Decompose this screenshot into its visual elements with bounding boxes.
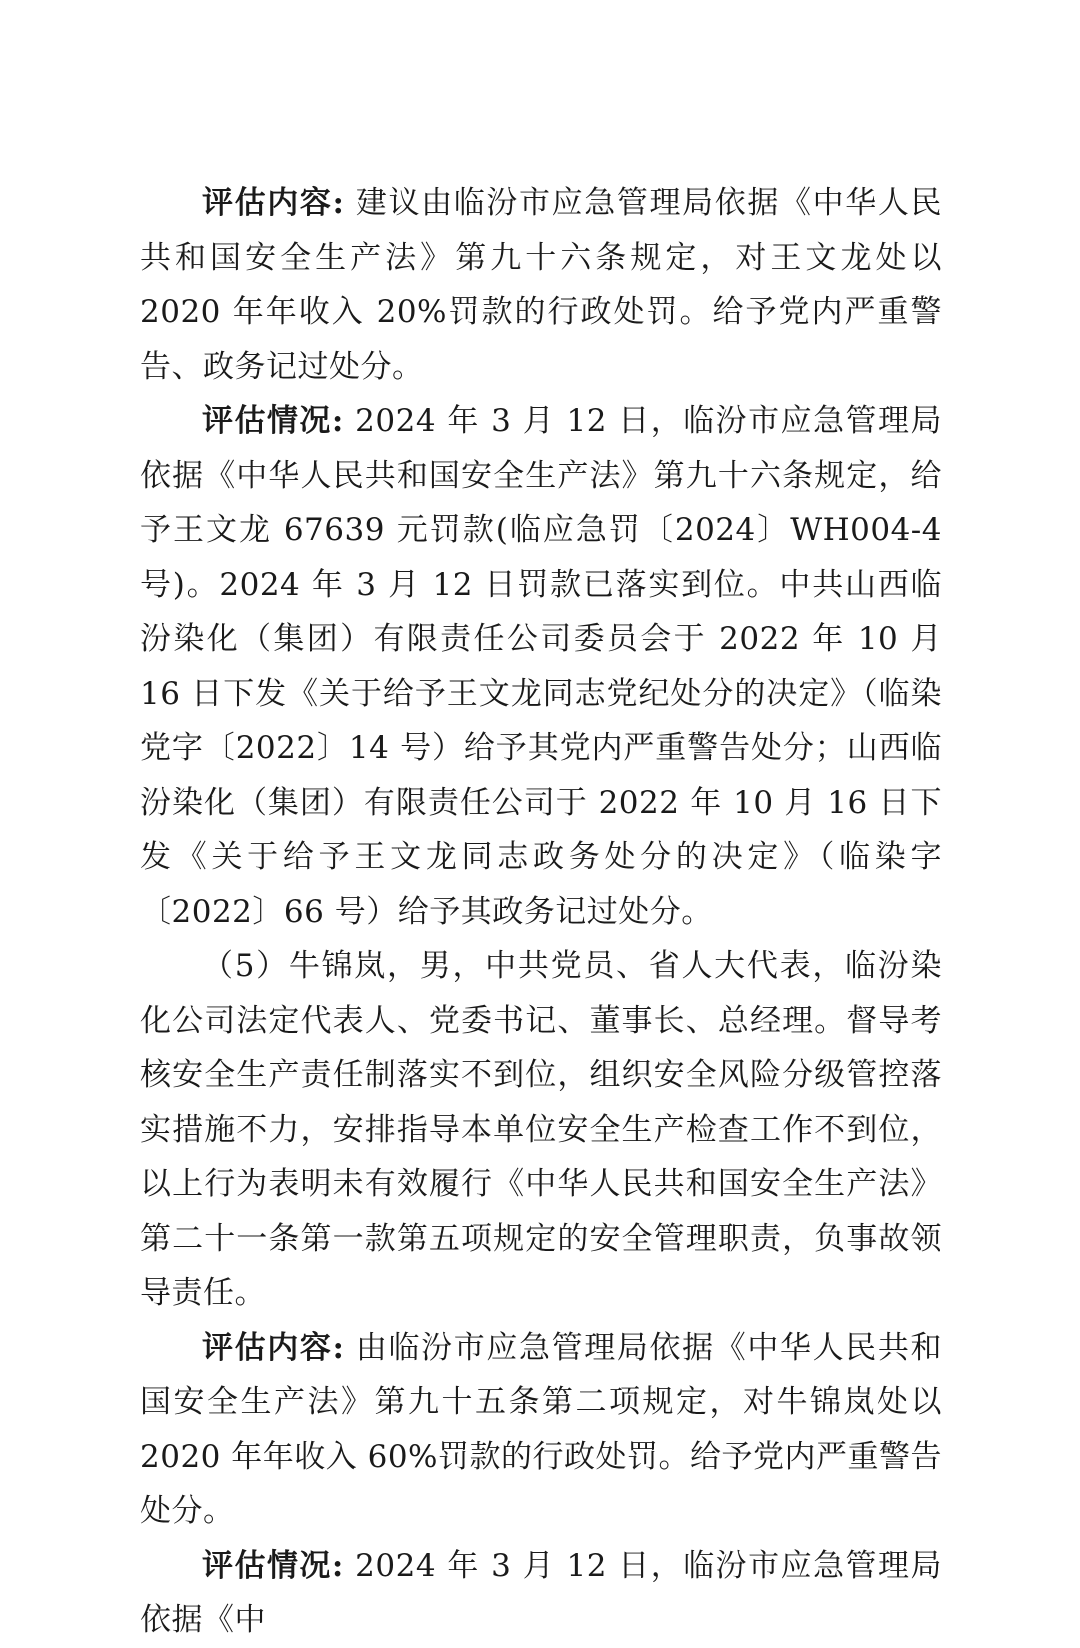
paragraph-label: 评估情况: — [202, 403, 344, 439]
paragraph-label: 评估内容: — [202, 1329, 345, 1366]
paragraph-assessment-status-2 — [140, 1539, 942, 1648]
paragraph-assessment-status-1 — [140, 394, 942, 939]
paragraph-text: 建议由临汾市应急管理局依据《中华人民共和国安全生产法》第九十六条规定，对王文龙处以 2020 年年收入 20%罚款的行政处罚。给予党内严重警告、政务记过处分。 — [140, 185, 942, 385]
paragraph-text: 2024 年 3 月 12 日，临汾市应急管理局依据《中华人民共和国安全生产法》第九十六条规定，给予王文龙 67639 元罚款(临应急罚〔2024〕WH004-4 号)。2024 年 3 月 12 日罚款已落实到位。中共山西临汾染化（集团）有限责任公司委员会于 2022 年 10 月 16 日下发《关于给予王文龙同志党纪处分的决定》（临染党字〔2022〕14 号）给予其党内严重警告处分；山西临汾染化（集团）有限责任公司于 2022 年 10 月 16 日下发《关于给予王文龙同志政务处分的决定》（临染字〔2022〕66 号）给予其政务记过处分。 — [140, 403, 942, 930]
paragraph-assessment-content-2 — [140, 1321, 942, 1539]
paragraph-text: （5）牛锦岚，男，中共党员、省人大代表，临汾染化公司法定代表人、党委书记、董事长、总经理。督导考核安全生产责任制落实不到位，组织安全风险分级管控落实措施不力，安排指导本单位安全生产检查工作不到位，以上行为表明未有效履行《中华人民共和国安全生产法》第二十一条第一款第五项规定的安全管理职责，负事故领导责任。 — [140, 948, 942, 1311]
paragraph-text: 2024 年 3 月 12 日，临汾市应急管理局依据《中 — [140, 1547, 942, 1638]
document-page — [140, 176, 942, 1648]
paragraph-label: 评估情况: — [202, 1547, 344, 1584]
paragraph-label: 评估内容: — [202, 185, 345, 221]
paragraph-person-5 — [140, 939, 942, 1321]
paragraph-text: 由临汾市应急管理局依据《中华人民共和国安全生产法》第九十五条第二项规定，对牛锦岚处以 2020 年年收入 60%罚款的行政处罚。给予党内严重警告处分。 — [140, 1329, 943, 1529]
paragraph-assessment-content-1 — [140, 176, 942, 394]
